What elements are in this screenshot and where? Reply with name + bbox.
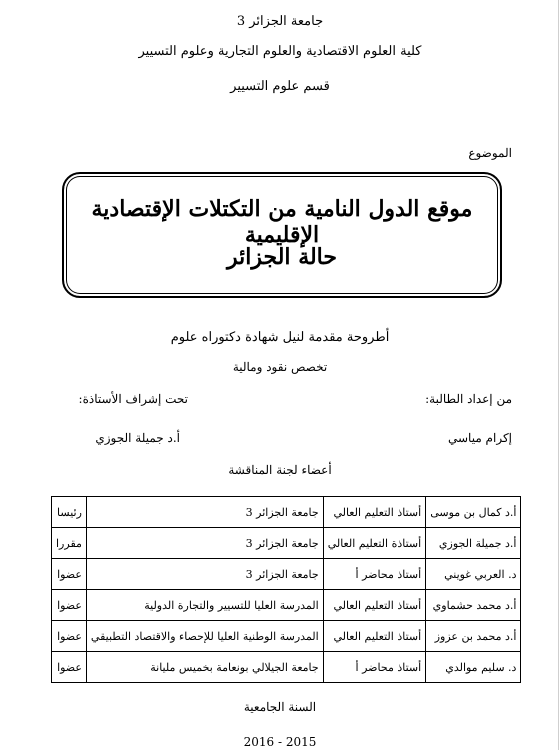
member-name: د. سليم موالدي: [426, 652, 521, 683]
thesis-description: أطروحة مقدمة لنيل شهادة دكتوراه علوم: [170, 330, 390, 345]
member-name: أ.د كمال بن موسى: [426, 497, 521, 528]
member-name: أ.د محمد بن عزوز: [426, 621, 521, 652]
member-institution: جامعة الجزائر 3: [86, 559, 323, 590]
specialization: تخصص نقود ومالية: [232, 360, 328, 374]
page-edge-line: [558, 0, 559, 750]
table-row: [52, 559, 521, 590]
member-role: مقررا: [52, 528, 87, 559]
faculty-name: كلية العلوم الاقتصادية والعلوم التجارية وعلوم التسيير: [138, 44, 422, 59]
thesis-title-line2: حالة الجزائر: [227, 244, 337, 270]
member-role: عضوا: [52, 590, 87, 621]
member-rank: أستاذ محاضر أ: [323, 652, 426, 683]
thesis-title-line1: موقع الدول النامية من التكتلات الإقتصادية الإقليمية: [91, 196, 473, 248]
member-rank: أستاذ التعليم العالي: [323, 497, 426, 528]
subject-label: الموضوع: [468, 146, 512, 160]
department-name: قسم علوم التسيير: [230, 79, 330, 94]
academic-year: 2016 - 2015: [243, 735, 317, 749]
member-name: أ.د محمد حشماوي: [426, 590, 521, 621]
member-rank: أستاذ التعليم العالي: [323, 621, 426, 652]
title-box: [62, 172, 502, 298]
student-name: إكرام مياسي: [447, 431, 512, 445]
table-row: [52, 652, 521, 683]
table-row: [52, 497, 521, 528]
member-institution: المدرسة العليا للتسيير والتجارة الدولية: [86, 590, 323, 621]
academic-year-label: السنة الجامعية: [243, 700, 317, 714]
member-institution: المدرسة الوطنية العليا للإحصاء والاقتصاد التطبيقي: [86, 621, 323, 652]
committee-heading: أعضاء لجنة المناقشة: [228, 463, 332, 477]
prepared-by-label: من إعداد الطالبة:: [425, 392, 512, 406]
member-institution: جامعة الجزائر 3: [86, 497, 323, 528]
member-rank: أستاذ محاضر أ: [323, 559, 426, 590]
table-row: [52, 621, 521, 652]
member-name: أ.د جميلة الجوزي: [426, 528, 521, 559]
table-row: [52, 528, 521, 559]
member-role: عضوا: [52, 559, 87, 590]
member-rank: أستاذة التعليم العالي: [323, 528, 426, 559]
member-role: عضوا: [52, 652, 87, 683]
university-name: جامعة الجزائر 3: [236, 14, 324, 29]
committee-table: [51, 496, 521, 683]
member-rank: أستاذ التعليم العالي: [323, 590, 426, 621]
member-institution: جامعة الجزائر 3: [86, 528, 323, 559]
table-row: [52, 590, 521, 621]
member-name: د. العربي غويني: [426, 559, 521, 590]
member-role: رئيسا: [52, 497, 87, 528]
supervisor-label: تحت إشراف الأستاذة:: [78, 392, 188, 406]
member-institution: جامعة الجيلالي بونعامة بخميس مليانة: [86, 652, 323, 683]
member-role: عضوا: [52, 621, 87, 652]
supervisor-name: أ.د جميلة الجوزي: [95, 431, 180, 445]
